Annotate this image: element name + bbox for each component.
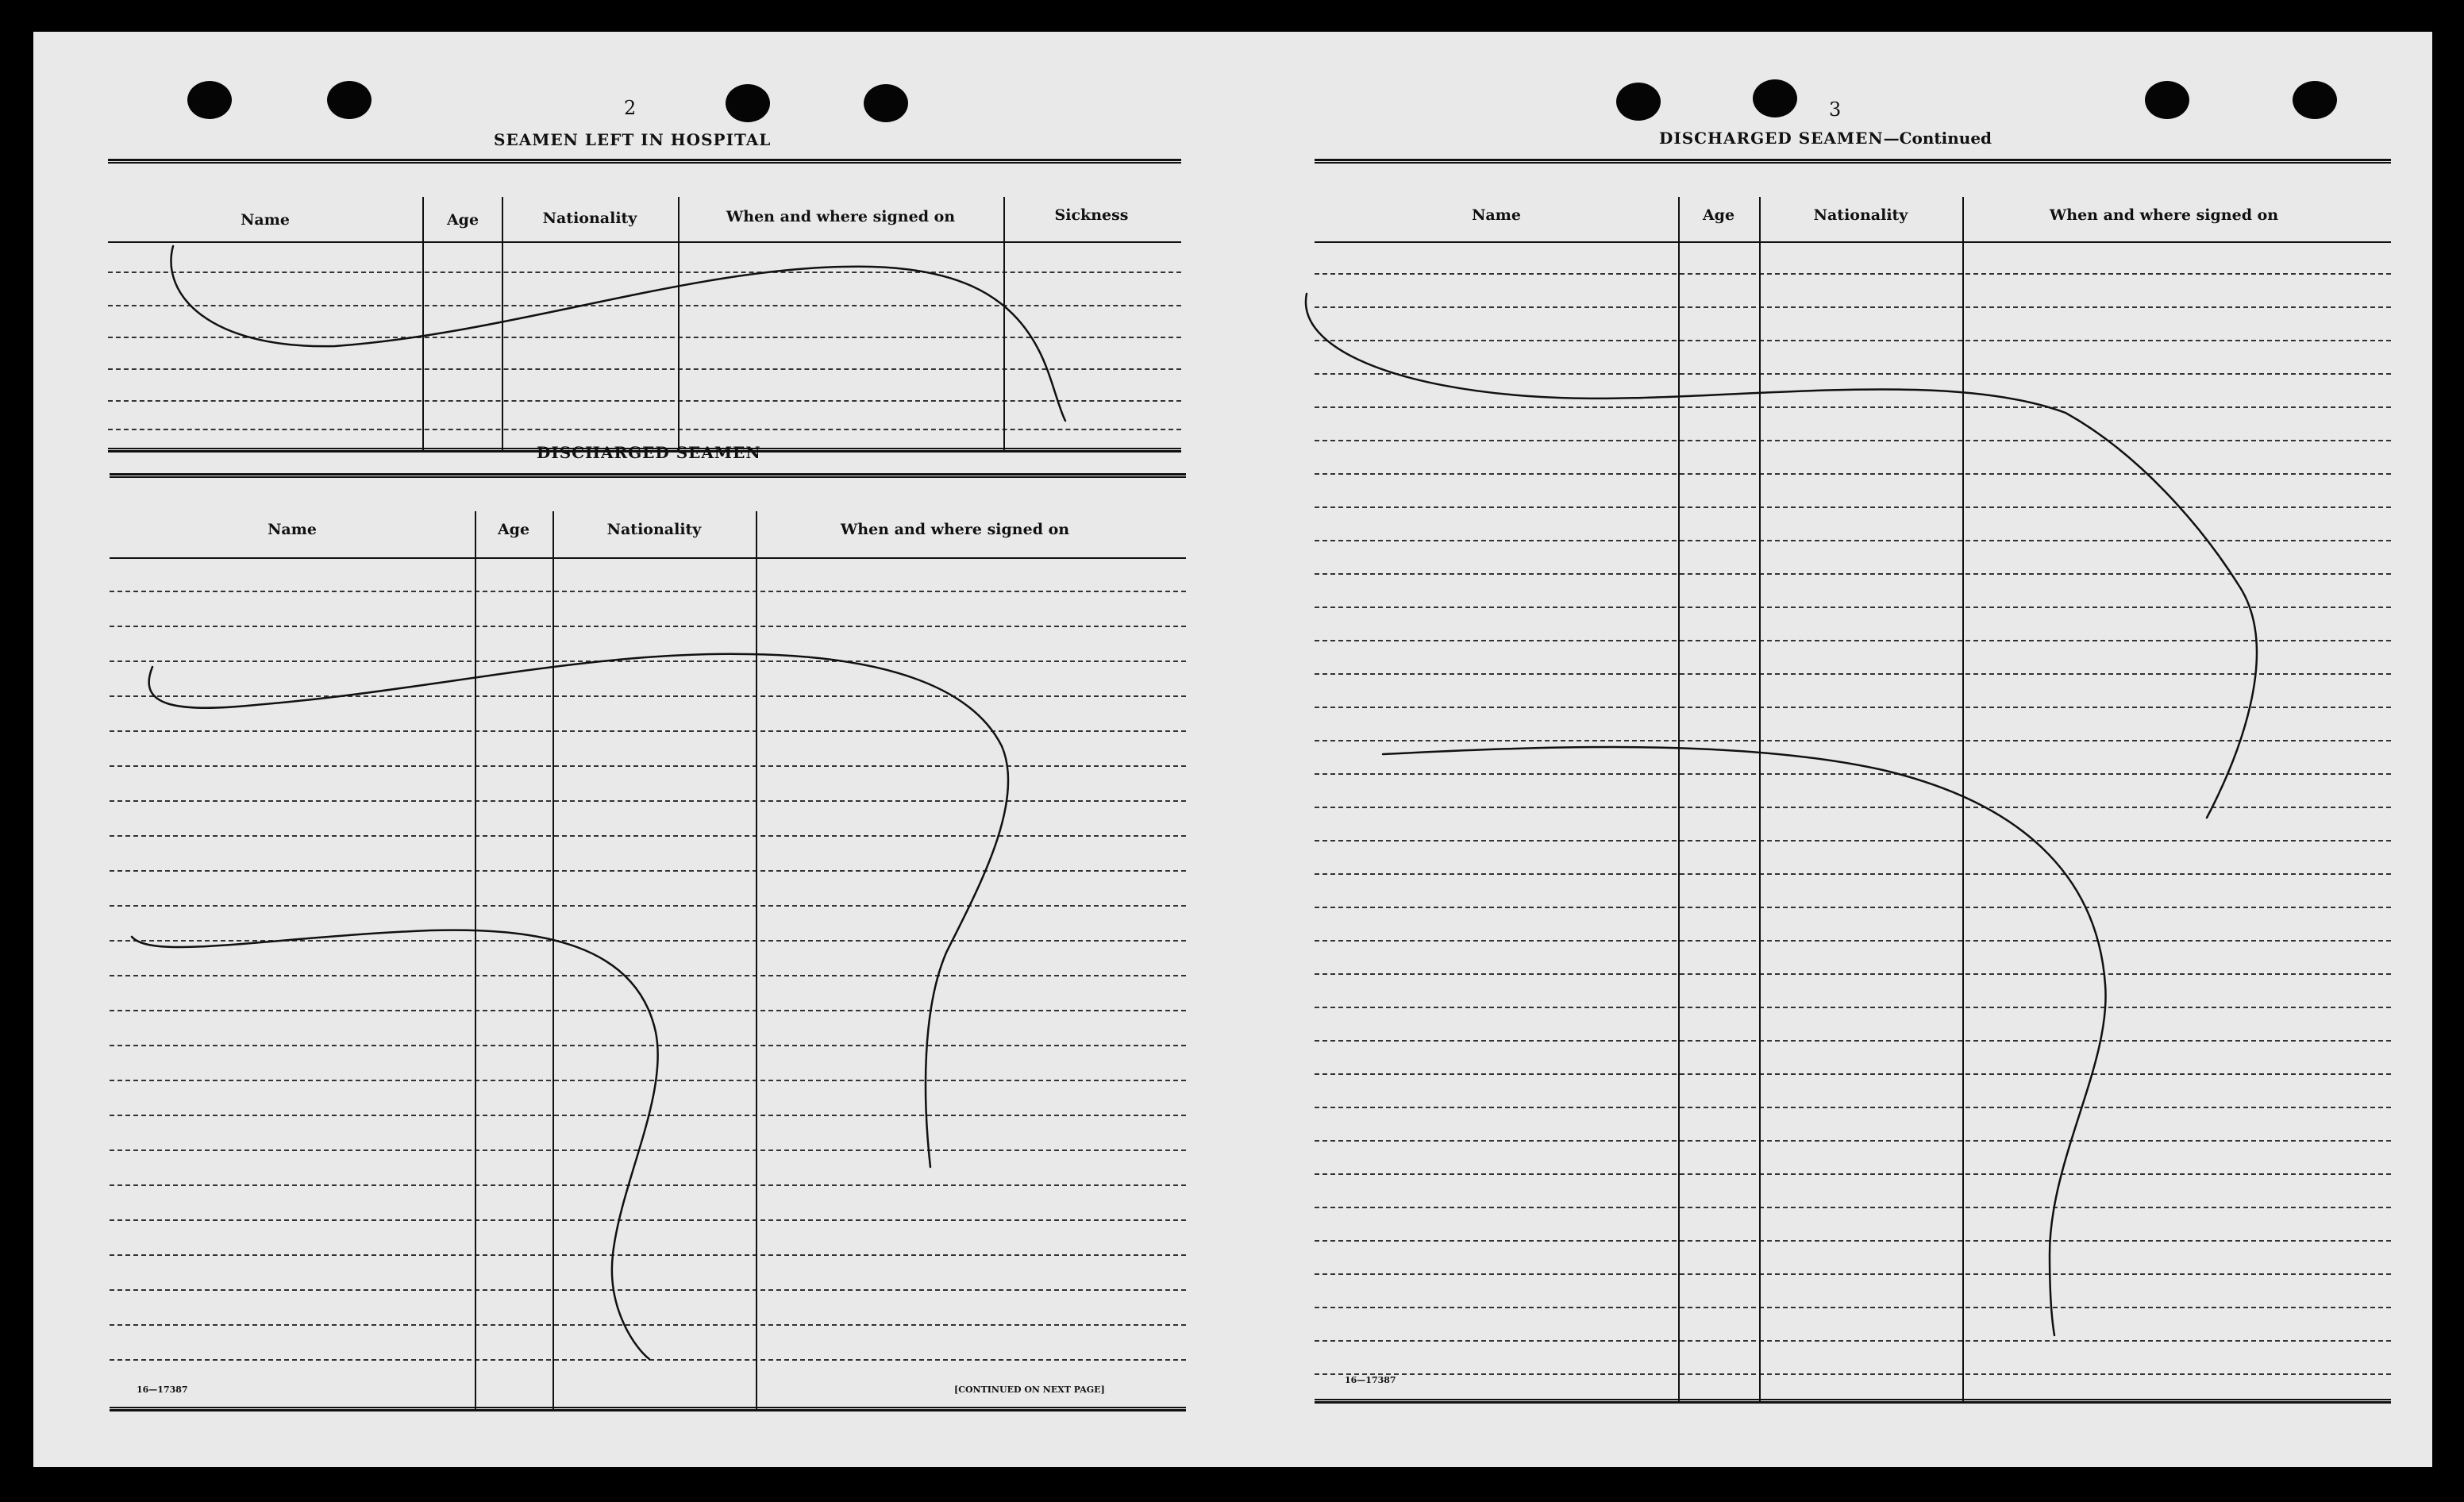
pen-stroke bbox=[1383, 747, 2106, 1335]
form-number: 16—17387 bbox=[137, 1385, 188, 1395]
column-header-name: Name bbox=[241, 211, 290, 229]
column-header-signed-on: When and where signed on bbox=[726, 208, 956, 225]
column-header-signed-on: When and where signed on bbox=[840, 521, 1070, 538]
page-number: 2 bbox=[624, 97, 637, 119]
column-header-age: Age bbox=[1702, 206, 1735, 224]
ledger-sheet bbox=[33, 32, 2432, 1467]
hospital-table-title: SEAMEN LEFT IN HOSPITAL bbox=[494, 130, 772, 149]
column-header-nationality: Nationality bbox=[1813, 206, 1908, 224]
column-header-age: Age bbox=[446, 211, 479, 229]
column-header-nationality: Nationality bbox=[606, 521, 702, 538]
column-header-nationality: Nationality bbox=[542, 210, 637, 227]
pen-stroke bbox=[1306, 294, 2257, 818]
column-header-name: Name bbox=[1472, 206, 1521, 224]
page-number: 3 bbox=[1829, 98, 1842, 121]
column-header-signed-on: When and where signed on bbox=[2049, 206, 2279, 224]
column-header-age: Age bbox=[497, 521, 530, 538]
pen-stroke bbox=[132, 930, 658, 1359]
pen-stroke bbox=[171, 246, 1065, 421]
form-number: 16—17387 bbox=[1345, 1375, 1396, 1385]
cancellation-strokes bbox=[33, 32, 2432, 1467]
discharged-table-title: DISCHARGED SEAMEN bbox=[537, 443, 761, 462]
column-header-name: Name bbox=[268, 521, 317, 538]
title-text: DISCHARGED SEAMEN bbox=[1659, 129, 1884, 148]
title-suffix: —Continued bbox=[1883, 129, 1992, 148]
continued-note: [CONTINUED ON NEXT PAGE] bbox=[954, 1385, 1105, 1395]
pen-stroke bbox=[149, 654, 1008, 1167]
column-header-sickness: Sickness bbox=[1054, 206, 1129, 224]
